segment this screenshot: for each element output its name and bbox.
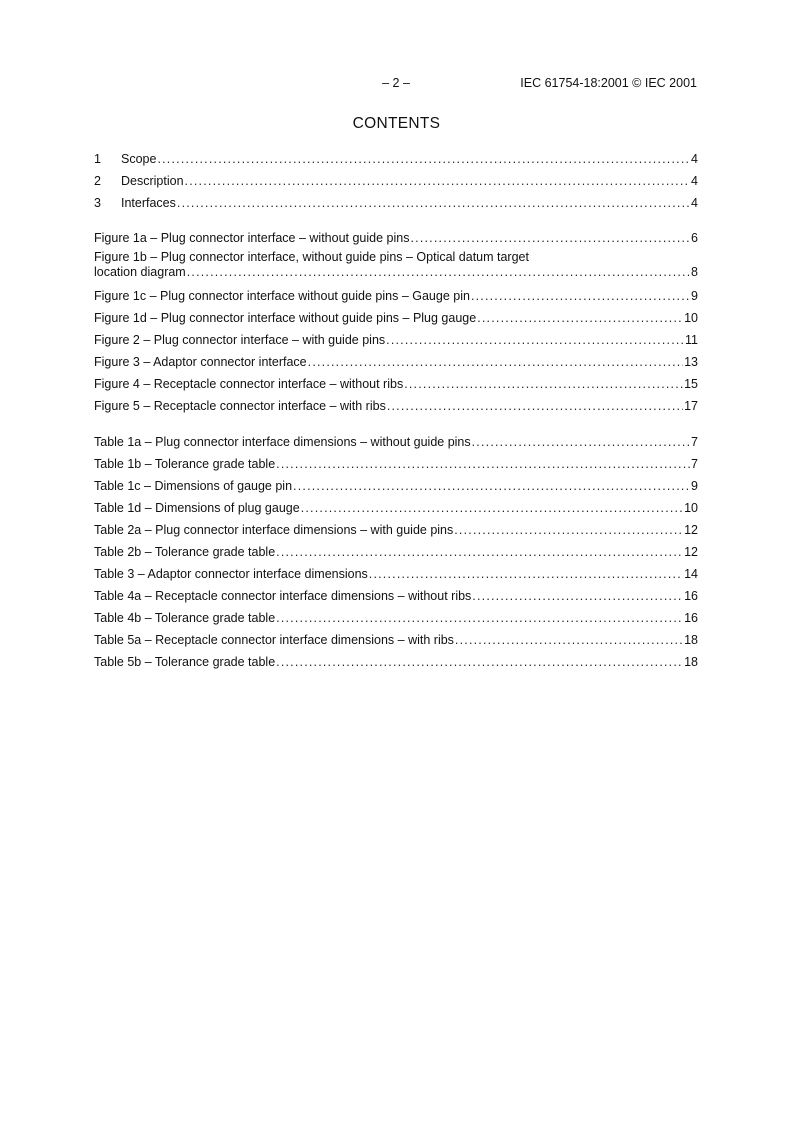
toc-entry-page: 6 (691, 231, 698, 245)
toc-leader-dots (185, 174, 691, 189)
toc-leader-dots (454, 523, 683, 538)
toc-figure-entry[interactable] (94, 224, 698, 246)
toc-entry-page: 7 (691, 457, 698, 471)
toc-tables (94, 428, 698, 670)
toc-figure-entry[interactable] (94, 370, 698, 392)
toc-figure-entry[interactable] (94, 304, 698, 326)
toc-leader-dots (276, 611, 683, 626)
toc-table-entry[interactable] (94, 472, 698, 494)
toc-leader-dots (472, 589, 683, 604)
toc-entry-page: 4 (691, 196, 698, 210)
toc-entry-label: Table 1a – Plug connector interface dimensions – without guide pins (94, 435, 471, 449)
toc-entry-label: Figure 2 – Plug connector interface – with guide pins (94, 333, 386, 347)
toc-entry-label: Figure 5 – Receptacle connector interface – with ribs (94, 399, 386, 413)
toc-entry-label: Table 1d – Dimensions of plug gauge (94, 501, 300, 515)
toc-entry-page: 16 (684, 611, 698, 625)
toc-leader-dots (276, 457, 690, 472)
toc-figure-entry[interactable] (94, 326, 698, 348)
toc-entry-label: Table 1c – Dimensions of gauge pin (94, 479, 293, 493)
toc-leader-dots (369, 567, 683, 582)
toc-entry-page: 15 (684, 377, 698, 391)
toc-entry-label: Figure 1d – Plug connector interface without guide pins – Plug gauge (94, 311, 477, 325)
toc-entry[interactable] (94, 167, 698, 189)
toc-leader-dots (410, 231, 690, 246)
toc-leader-dots (308, 355, 683, 370)
toc-leader-dots (177, 196, 690, 211)
toc-leader-dots (387, 399, 683, 414)
toc-entry-label: Figure 3 – Adaptor connector interface (94, 355, 307, 369)
toc-leader-dots (404, 377, 683, 392)
toc-entry-page: 4 (691, 152, 698, 166)
toc-entry-label: Table 5a – Receptacle connector interface dimensions – with ribs (94, 633, 454, 647)
toc-table-entry[interactable] (94, 428, 698, 450)
toc-entry[interactable] (94, 189, 698, 211)
toc-leader-dots (187, 265, 690, 280)
toc-leader-dots (276, 655, 683, 670)
toc-entry-label: Table 2b – Tolerance grade table (94, 545, 276, 559)
toc-table-entry[interactable] (94, 450, 698, 472)
toc-leader-dots (471, 289, 690, 304)
toc-entry-label: Description (121, 174, 184, 188)
toc-entry-label: Figure 4 – Receptacle connector interface – without ribs (94, 377, 404, 391)
page-header (0, 76, 793, 92)
toc-entry-page: 7 (691, 435, 698, 449)
toc-entry-page: 13 (684, 355, 698, 369)
toc-leader-dots (293, 479, 690, 494)
toc-entry-number: 3 (94, 196, 101, 210)
toc-entry-page: 16 (684, 589, 698, 603)
toc-table-entry[interactable] (94, 626, 698, 648)
toc-entry-label: Figure 1c – Plug connector interface without guide pins – Gauge pin (94, 289, 470, 303)
toc-entry-number: 2 (94, 174, 101, 188)
toc-sections (94, 145, 698, 211)
toc-leader-dots (157, 152, 690, 167)
toc-entry-page: 10 (684, 501, 698, 515)
toc-leader-dots (301, 501, 683, 516)
toc-entry-page: 11 (685, 333, 698, 347)
toc-leader-dots (477, 311, 683, 326)
page-number: – 2 – (382, 76, 410, 90)
toc-leader-dots (472, 435, 690, 450)
toc-entry-label: Scope (121, 152, 157, 166)
toc-entry-label-continued: location diagram (94, 265, 186, 279)
toc-entry-page: 18 (684, 633, 698, 647)
toc-entry-label: Interfaces (121, 196, 176, 210)
toc-entry-page: 12 (684, 545, 698, 559)
document-reference: IEC 61754-18:2001 © IEC 2001 (520, 76, 697, 90)
toc-entry-page: 17 (684, 399, 698, 413)
toc-leader-dots (386, 333, 684, 348)
toc-table-entry[interactable] (94, 648, 698, 670)
toc-entry-page: 8 (691, 265, 698, 279)
toc-figures (94, 224, 698, 414)
toc-table-entry[interactable] (94, 604, 698, 626)
toc-table-entry[interactable] (94, 494, 698, 516)
toc-entry-page: 18 (684, 655, 698, 669)
toc-figure-entry[interactable] (94, 348, 698, 370)
toc-entry-label: Table 4b – Tolerance grade table (94, 611, 276, 625)
toc-entry-label: Table 3 – Adaptor connector interface dimensions (94, 567, 368, 581)
toc-leader-dots (455, 633, 683, 648)
toc-entry-page: 9 (691, 289, 698, 303)
page-title: CONTENTS (352, 115, 441, 132)
toc-entry-page: 12 (684, 523, 698, 537)
toc-entry-page: 4 (691, 174, 698, 188)
toc-entry-label: Figure 1a – Plug connector interface – without guide pins (94, 231, 410, 245)
toc-leader-dots (276, 545, 683, 560)
toc-entry-continuation (94, 265, 698, 280)
toc-entry-label: Table 5b – Tolerance grade table (94, 655, 276, 669)
toc-figure-entry[interactable] (94, 282, 698, 304)
toc-figure-entry[interactable] (94, 392, 698, 414)
toc-table-entry[interactable] (94, 516, 698, 538)
toc-entry-page: 10 (684, 311, 698, 325)
toc-entry-label: Table 1b – Tolerance grade table (94, 457, 276, 471)
toc-table-entry[interactable] (94, 538, 698, 560)
toc-table-entry[interactable] (94, 582, 698, 604)
toc-entry-number: 1 (94, 152, 101, 166)
toc-entry-page: 9 (691, 479, 698, 493)
toc-figure-entry[interactable] (94, 246, 698, 282)
toc-entry-label: Table 2a – Plug connector interface dimensions – with guide pins (94, 523, 454, 537)
toc-entry[interactable] (94, 145, 698, 167)
toc-entry-label: Figure 1b – Plug connector interface, without guide pins – Optical datum target (94, 250, 529, 264)
toc-table-entry[interactable] (94, 560, 698, 582)
toc-entry-page: 14 (684, 567, 698, 581)
toc-entry-label: Table 4a – Receptacle connector interface dimensions – without ribs (94, 589, 472, 603)
